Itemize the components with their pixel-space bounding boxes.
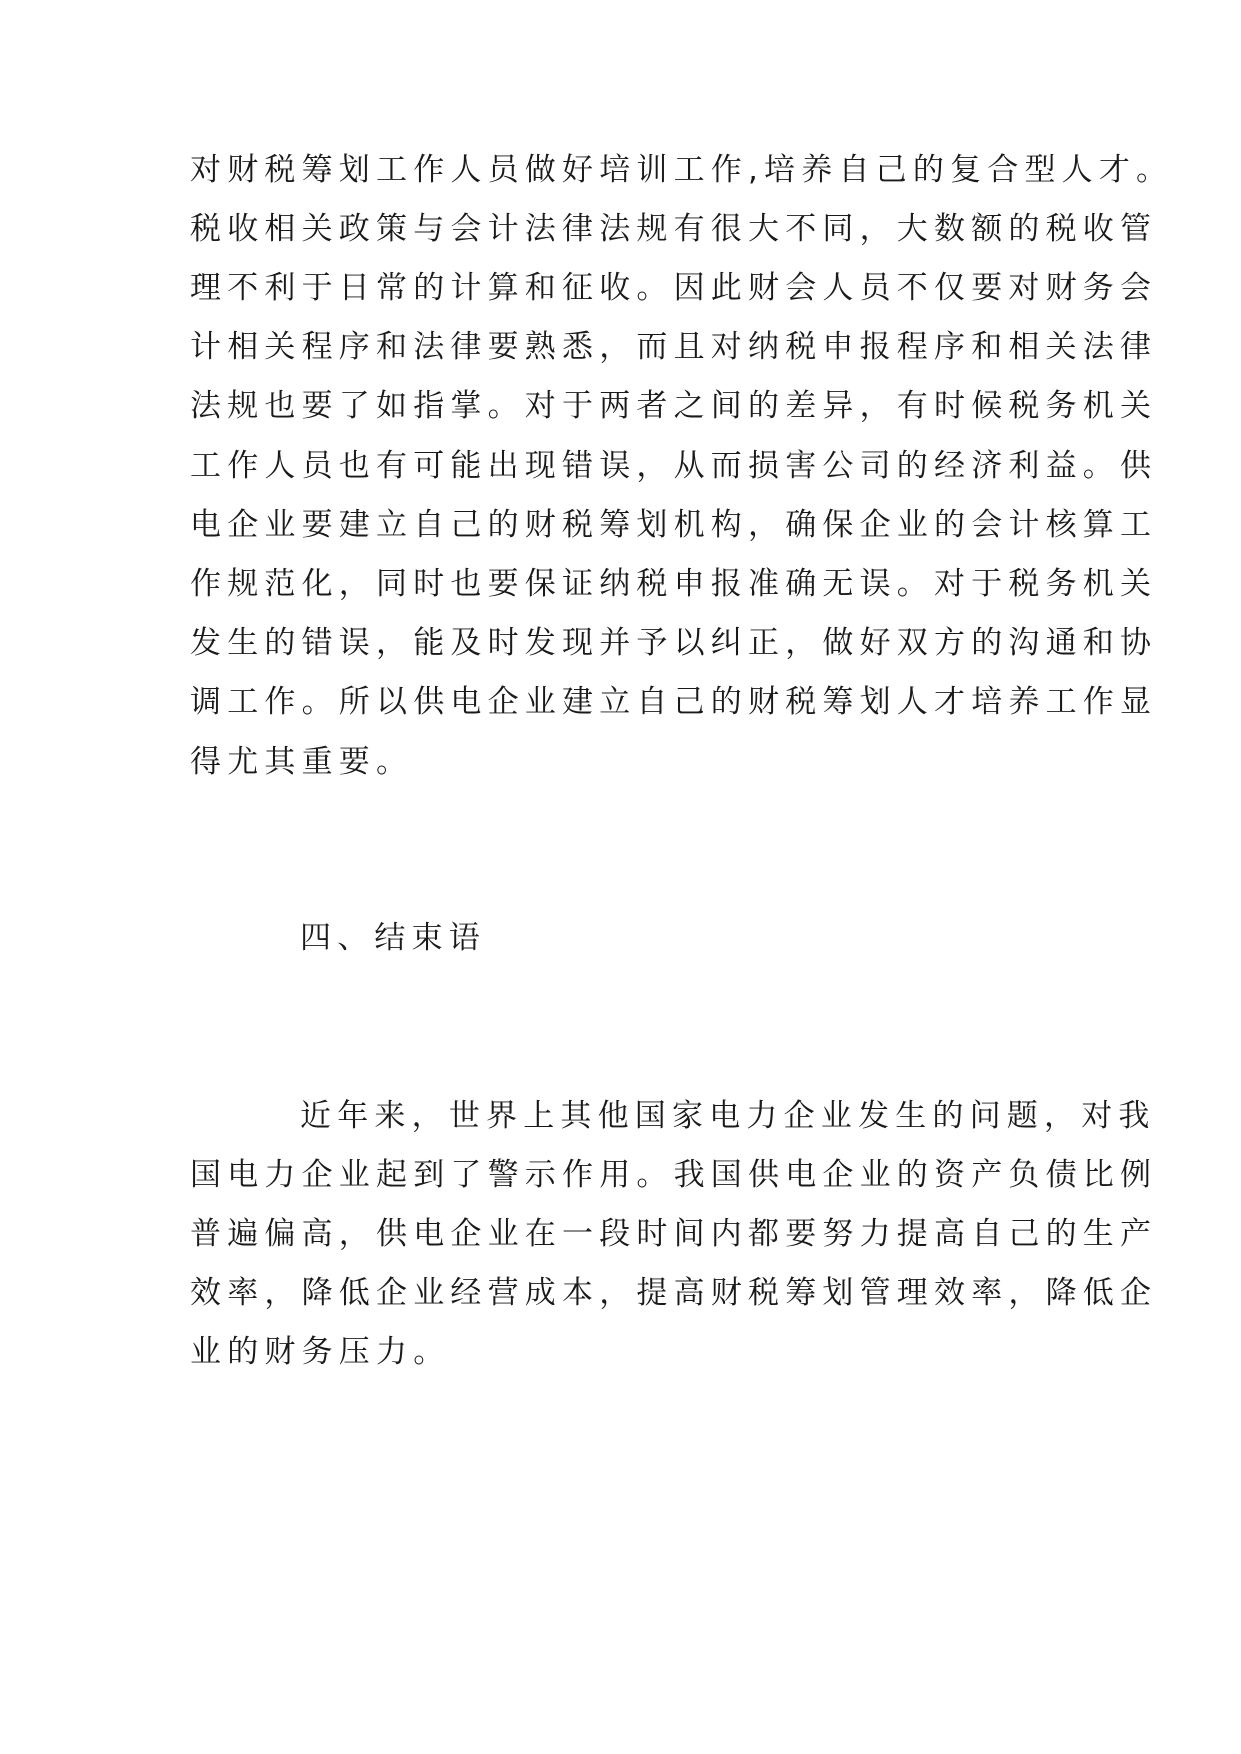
section-heading: 四、结束语 bbox=[300, 920, 486, 956]
paragraph-line: 电企业要建立自己的财税筹划机构，确保企业的会计核算工 bbox=[190, 507, 1158, 543]
paragraph-line: 法规也要了如指掌。对于两者之间的差异，有时候税务机关 bbox=[190, 388, 1158, 424]
paragraph-line: 发生的错误，能及时发现并予以纠正，做好双方的沟通和协 bbox=[190, 625, 1158, 661]
paragraph-line: 调工作。所以供电企业建立自己的财税筹划人才培养工作显 bbox=[190, 684, 1158, 720]
paragraph-line: 近年来，世界上其他国家电力企业发生的问题，对我 bbox=[300, 1098, 1156, 1134]
paragraph-line: 效率，降低企业经营成本，提高财税筹划管理效率，降低企 bbox=[190, 1275, 1158, 1311]
paragraph-line: 普遍偏高，供电企业在一段时间内都要努力提高自己的生产 bbox=[190, 1216, 1158, 1252]
paragraph-line: 税收相关政策与会计法律法规有很大不同，大数额的税收管 bbox=[190, 211, 1158, 247]
paragraph-line: 理不利于日常的计算和征收。因此财会人员不仅要对财务会 bbox=[190, 270, 1158, 306]
paragraph-line: 得尤其重要。 bbox=[190, 744, 414, 780]
paragraph-line: 工作人员也有可能出现错误，从而损害公司的经济利益。供 bbox=[190, 448, 1158, 484]
paragraph-line: 对财税筹划工作人员做好培训工作,培养自己的复合型人才。 bbox=[190, 152, 1174, 188]
paragraph-line: 作规范化，同时也要保证纳税申报准确无误。对于税务机关 bbox=[190, 566, 1158, 602]
paragraph-line: 计相关程序和法律要熟悉，而且对纳税申报程序和相关法律 bbox=[190, 329, 1158, 365]
paragraph-line: 国电力企业起到了警示作用。我国供电企业的资产负债比例 bbox=[190, 1157, 1158, 1193]
paragraph-line: 业的财务压力。 bbox=[190, 1334, 451, 1370]
